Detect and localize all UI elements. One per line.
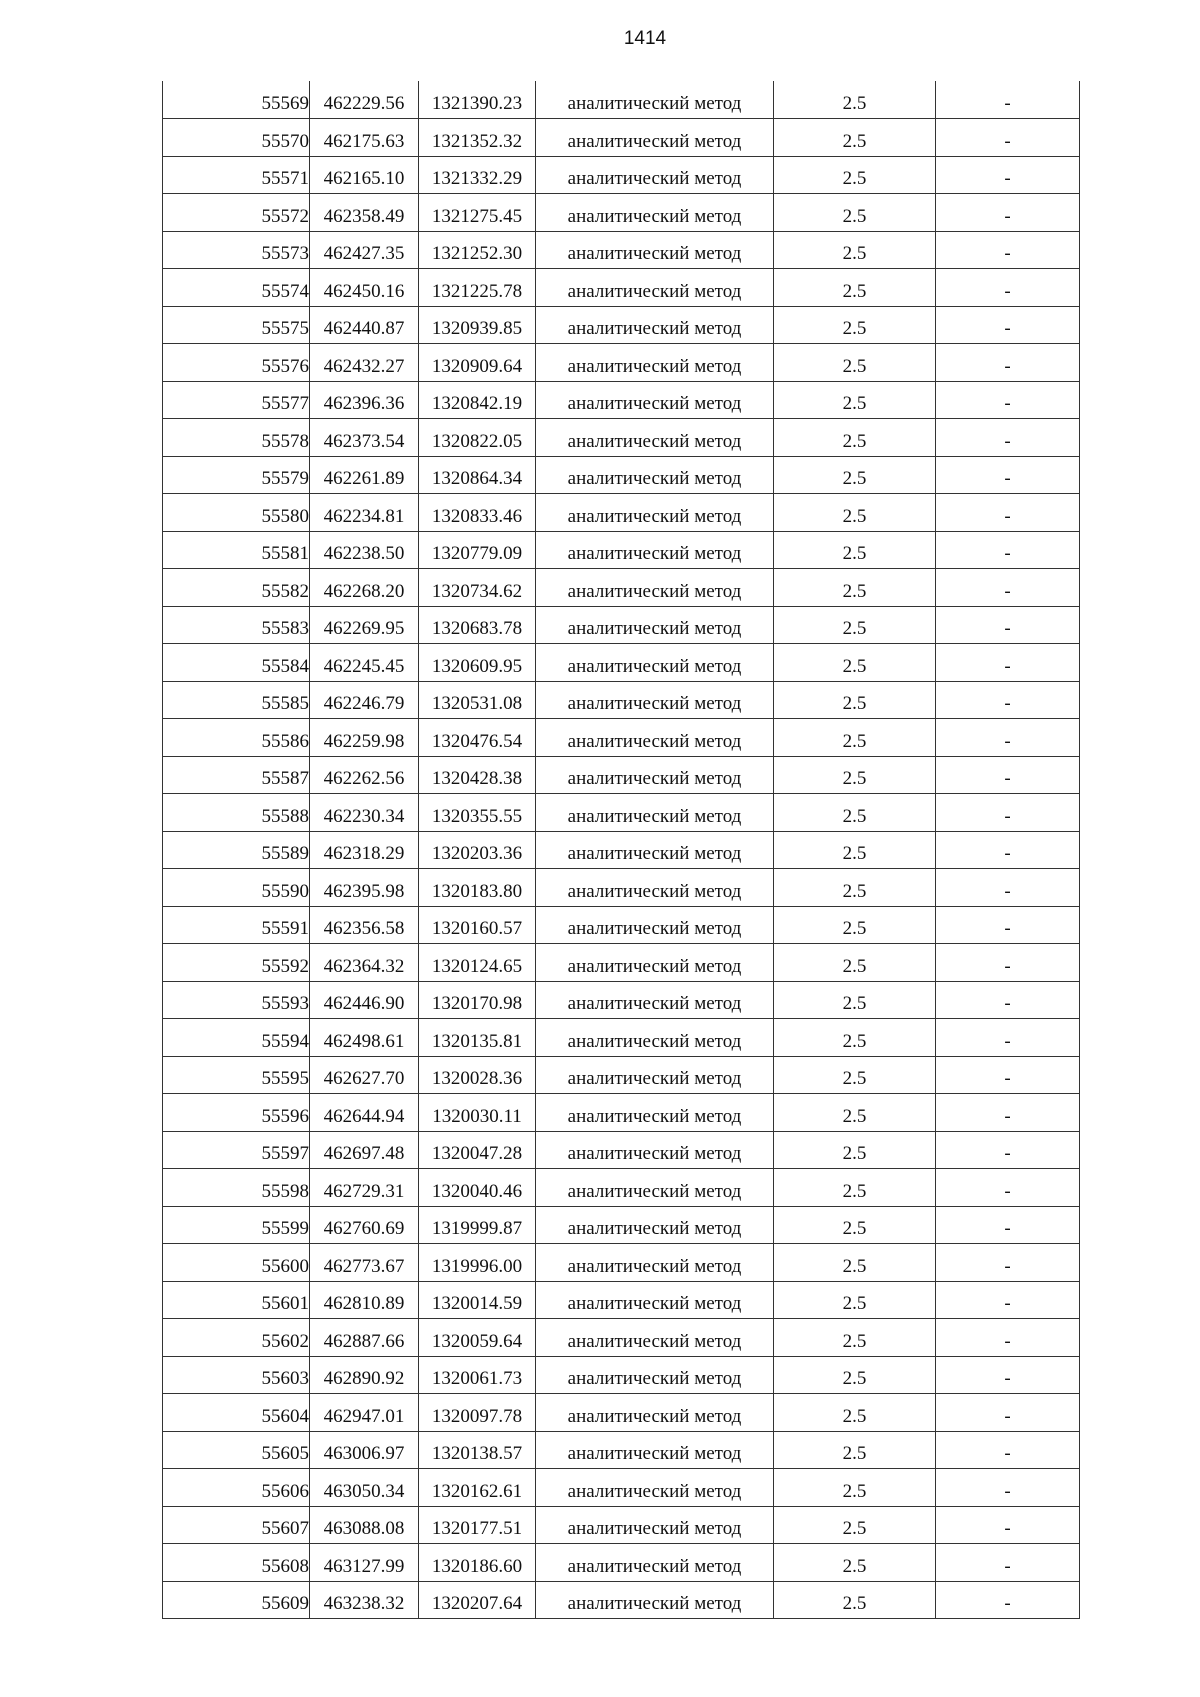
- accuracy-cell: 2.5: [774, 306, 936, 344]
- method-cell: аналитический метод: [536, 569, 774, 607]
- x-coordinate-cell: 462440.87: [310, 306, 419, 344]
- x-coordinate-cell: 462396.36: [310, 381, 419, 419]
- y-coordinate-cell: 1320428.38: [419, 756, 536, 794]
- x-coordinate-cell: 462358.49: [310, 194, 419, 232]
- table-row: [163, 531, 1080, 569]
- x-coordinate-cell: 463088.08: [310, 1506, 419, 1544]
- y-coordinate-cell: 1320609.95: [419, 644, 536, 682]
- point-number-cell: 55600: [163, 1244, 310, 1282]
- method-cell: аналитический метод: [536, 756, 774, 794]
- y-coordinate-cell: 1320842.19: [419, 381, 536, 419]
- method-cell: аналитический метод: [536, 156, 774, 194]
- method-cell: аналитический метод: [536, 306, 774, 344]
- table-row: [163, 906, 1080, 944]
- method-cell: аналитический метод: [536, 419, 774, 457]
- point-number-cell: 55585: [163, 681, 310, 719]
- point-number-cell: 55581: [163, 531, 310, 569]
- method-cell: аналитический метод: [536, 1431, 774, 1469]
- method-cell: аналитический метод: [536, 1056, 774, 1094]
- method-cell: аналитический метод: [536, 344, 774, 382]
- accuracy-cell: 2.5: [774, 231, 936, 269]
- x-coordinate-cell: 463238.32: [310, 1581, 419, 1619]
- note-cell: -: [936, 606, 1080, 644]
- note-cell: -: [936, 1131, 1080, 1169]
- y-coordinate-cell: 1320203.36: [419, 831, 536, 869]
- note-cell: -: [936, 681, 1080, 719]
- method-cell: аналитический метод: [536, 269, 774, 307]
- note-cell: -: [936, 1544, 1080, 1582]
- y-coordinate-cell: 1320040.46: [419, 1169, 536, 1207]
- table-row: [163, 344, 1080, 382]
- x-coordinate-cell: 462261.89: [310, 456, 419, 494]
- accuracy-cell: 2.5: [774, 681, 936, 719]
- x-coordinate-cell: 462356.58: [310, 906, 419, 944]
- method-cell: аналитический метод: [536, 1544, 774, 1582]
- method-cell: аналитический метод: [536, 719, 774, 757]
- y-coordinate-cell: 1321352.32: [419, 119, 536, 157]
- point-number-cell: 55587: [163, 756, 310, 794]
- y-coordinate-cell: 1320028.36: [419, 1056, 536, 1094]
- y-coordinate-cell: 1320207.64: [419, 1581, 536, 1619]
- table-row: [163, 1281, 1080, 1319]
- x-coordinate-cell: 462229.56: [310, 81, 419, 119]
- y-coordinate-cell: 1320014.59: [419, 1281, 536, 1319]
- x-coordinate-cell: 462760.69: [310, 1206, 419, 1244]
- accuracy-cell: 2.5: [774, 1394, 936, 1432]
- method-cell: аналитический метод: [536, 1319, 774, 1357]
- method-cell: аналитический метод: [536, 1094, 774, 1132]
- accuracy-cell: 2.5: [774, 1131, 936, 1169]
- method-cell: аналитический метод: [536, 1244, 774, 1282]
- point-number-cell: 55597: [163, 1131, 310, 1169]
- point-number-cell: 55576: [163, 344, 310, 382]
- y-coordinate-cell: 1320170.98: [419, 981, 536, 1019]
- note-cell: -: [936, 306, 1080, 344]
- accuracy-cell: 2.5: [774, 1356, 936, 1394]
- x-coordinate-cell: 462175.63: [310, 119, 419, 157]
- accuracy-cell: 2.5: [774, 269, 936, 307]
- note-cell: -: [936, 344, 1080, 382]
- y-coordinate-cell: 1320047.28: [419, 1131, 536, 1169]
- point-number-cell: 55598: [163, 1169, 310, 1207]
- y-coordinate-cell: 1320059.64: [419, 1319, 536, 1357]
- note-cell: -: [936, 644, 1080, 682]
- accuracy-cell: 2.5: [774, 1019, 936, 1057]
- accuracy-cell: 2.5: [774, 194, 936, 232]
- table-body: [163, 81, 1080, 1619]
- note-cell: -: [936, 1394, 1080, 1432]
- method-cell: аналитический метод: [536, 1206, 774, 1244]
- method-cell: аналитический метод: [536, 1469, 774, 1507]
- table-row: [163, 419, 1080, 457]
- point-number-cell: 55595: [163, 1056, 310, 1094]
- y-coordinate-cell: 1319999.87: [419, 1206, 536, 1244]
- point-number-cell: 55588: [163, 794, 310, 832]
- table-row: [163, 269, 1080, 307]
- accuracy-cell: 2.5: [774, 794, 936, 832]
- method-cell: аналитический метод: [536, 231, 774, 269]
- table-row: [163, 119, 1080, 157]
- note-cell: -: [936, 81, 1080, 119]
- method-cell: аналитический метод: [536, 1281, 774, 1319]
- method-cell: аналитический метод: [536, 1169, 774, 1207]
- point-number-cell: 55575: [163, 306, 310, 344]
- accuracy-cell: 2.5: [774, 719, 936, 757]
- method-cell: аналитический метод: [536, 1394, 774, 1432]
- point-number-cell: 55580: [163, 494, 310, 532]
- table-row: [163, 494, 1080, 532]
- y-coordinate-cell: 1320939.85: [419, 306, 536, 344]
- point-number-cell: 55569: [163, 81, 310, 119]
- accuracy-cell: 2.5: [774, 494, 936, 532]
- table-row: [163, 81, 1080, 119]
- note-cell: -: [936, 1281, 1080, 1319]
- x-coordinate-cell: 462446.90: [310, 981, 419, 1019]
- note-cell: -: [936, 269, 1080, 307]
- table-row: [163, 456, 1080, 494]
- x-coordinate-cell: 462234.81: [310, 494, 419, 532]
- method-cell: аналитический метод: [536, 906, 774, 944]
- x-coordinate-cell: 462773.67: [310, 1244, 419, 1282]
- table-row: [163, 1581, 1080, 1619]
- note-cell: -: [936, 1319, 1080, 1357]
- x-coordinate-cell: 462890.92: [310, 1356, 419, 1394]
- note-cell: -: [936, 794, 1080, 832]
- table-row: [163, 569, 1080, 607]
- point-number-cell: 55609: [163, 1581, 310, 1619]
- note-cell: -: [936, 1056, 1080, 1094]
- x-coordinate-cell: 462627.70: [310, 1056, 419, 1094]
- point-number-cell: 55602: [163, 1319, 310, 1357]
- table-row: [163, 1319, 1080, 1357]
- accuracy-cell: 2.5: [774, 1581, 936, 1619]
- y-coordinate-cell: 1320531.08: [419, 681, 536, 719]
- point-number-cell: 55606: [163, 1469, 310, 1507]
- method-cell: аналитический метод: [536, 869, 774, 907]
- table-row: [163, 1544, 1080, 1582]
- y-coordinate-cell: 1320030.11: [419, 1094, 536, 1132]
- table-row: [163, 1469, 1080, 1507]
- note-cell: -: [936, 1581, 1080, 1619]
- note-cell: -: [936, 1094, 1080, 1132]
- note-cell: -: [936, 456, 1080, 494]
- method-cell: аналитический метод: [536, 831, 774, 869]
- note-cell: -: [936, 1356, 1080, 1394]
- table-row: [163, 1056, 1080, 1094]
- point-number-cell: 55582: [163, 569, 310, 607]
- y-coordinate-cell: 1321390.23: [419, 81, 536, 119]
- table-row: [163, 1094, 1080, 1132]
- point-number-cell: 55577: [163, 381, 310, 419]
- y-coordinate-cell: 1320160.57: [419, 906, 536, 944]
- accuracy-cell: 2.5: [774, 419, 936, 457]
- note-cell: -: [936, 531, 1080, 569]
- accuracy-cell: 2.5: [774, 81, 936, 119]
- note-cell: -: [936, 1469, 1080, 1507]
- y-coordinate-cell: 1320779.09: [419, 531, 536, 569]
- y-coordinate-cell: 1320186.60: [419, 1544, 536, 1582]
- table-row: [163, 831, 1080, 869]
- method-cell: аналитический метод: [536, 644, 774, 682]
- y-coordinate-cell: 1320135.81: [419, 1019, 536, 1057]
- point-number-cell: 55590: [163, 869, 310, 907]
- x-coordinate-cell: 462644.94: [310, 1094, 419, 1132]
- point-number-cell: 55571: [163, 156, 310, 194]
- accuracy-cell: 2.5: [774, 906, 936, 944]
- accuracy-cell: 2.5: [774, 1319, 936, 1357]
- note-cell: -: [936, 194, 1080, 232]
- point-number-cell: 55578: [163, 419, 310, 457]
- method-cell: аналитический метод: [536, 119, 774, 157]
- y-coordinate-cell: 1320124.65: [419, 944, 536, 982]
- accuracy-cell: 2.5: [774, 381, 936, 419]
- accuracy-cell: 2.5: [774, 1169, 936, 1207]
- method-cell: аналитический метод: [536, 1356, 774, 1394]
- table-row: [163, 981, 1080, 1019]
- x-coordinate-cell: 462165.10: [310, 156, 419, 194]
- note-cell: -: [936, 1244, 1080, 1282]
- y-coordinate-cell: 1320734.62: [419, 569, 536, 607]
- point-number-cell: 55584: [163, 644, 310, 682]
- table-row: [163, 869, 1080, 907]
- table-row: [163, 944, 1080, 982]
- note-cell: -: [936, 1431, 1080, 1469]
- point-number-cell: 55586: [163, 719, 310, 757]
- table-row: [163, 719, 1080, 757]
- point-number-cell: 55603: [163, 1356, 310, 1394]
- point-number-cell: 55594: [163, 1019, 310, 1057]
- table-row: [163, 231, 1080, 269]
- accuracy-cell: 2.5: [774, 569, 936, 607]
- accuracy-cell: 2.5: [774, 944, 936, 982]
- table-row: [163, 156, 1080, 194]
- method-cell: аналитический метод: [536, 456, 774, 494]
- note-cell: -: [936, 1206, 1080, 1244]
- note-cell: -: [936, 156, 1080, 194]
- note-cell: -: [936, 906, 1080, 944]
- accuracy-cell: 2.5: [774, 156, 936, 194]
- point-number-cell: 55583: [163, 606, 310, 644]
- accuracy-cell: 2.5: [774, 981, 936, 1019]
- y-coordinate-cell: 1320822.05: [419, 419, 536, 457]
- method-cell: аналитический метод: [536, 494, 774, 532]
- method-cell: аналитический метод: [536, 531, 774, 569]
- x-coordinate-cell: 462230.34: [310, 794, 419, 832]
- point-number-cell: 55591: [163, 906, 310, 944]
- table-row: [163, 1431, 1080, 1469]
- accuracy-cell: 2.5: [774, 344, 936, 382]
- note-cell: -: [936, 419, 1080, 457]
- accuracy-cell: 2.5: [774, 1431, 936, 1469]
- method-cell: аналитический метод: [536, 1131, 774, 1169]
- x-coordinate-cell: 462498.61: [310, 1019, 419, 1057]
- x-coordinate-cell: 462318.29: [310, 831, 419, 869]
- y-coordinate-cell: 1320183.80: [419, 869, 536, 907]
- method-cell: аналитический метод: [536, 606, 774, 644]
- table-row: [163, 381, 1080, 419]
- accuracy-cell: 2.5: [774, 1281, 936, 1319]
- point-number-cell: 55608: [163, 1544, 310, 1582]
- note-cell: -: [936, 119, 1080, 157]
- accuracy-cell: 2.5: [774, 119, 936, 157]
- method-cell: аналитический метод: [536, 1581, 774, 1619]
- point-number-cell: 55607: [163, 1506, 310, 1544]
- x-coordinate-cell: 462364.32: [310, 944, 419, 982]
- point-number-cell: 55605: [163, 1431, 310, 1469]
- x-coordinate-cell: 462697.48: [310, 1131, 419, 1169]
- y-coordinate-cell: 1320061.73: [419, 1356, 536, 1394]
- method-cell: аналитический метод: [536, 1019, 774, 1057]
- page-number: 1414: [623, 28, 667, 49]
- note-cell: -: [936, 1506, 1080, 1544]
- accuracy-cell: 2.5: [774, 606, 936, 644]
- point-number-cell: 55592: [163, 944, 310, 982]
- table-row: [163, 794, 1080, 832]
- accuracy-cell: 2.5: [774, 1094, 936, 1132]
- point-number-cell: 55604: [163, 1394, 310, 1432]
- point-number-cell: 55574: [163, 269, 310, 307]
- point-number-cell: 55570: [163, 119, 310, 157]
- x-coordinate-cell: 462259.98: [310, 719, 419, 757]
- coordinates-table: [162, 81, 1080, 1619]
- table-row: [163, 606, 1080, 644]
- accuracy-cell: 2.5: [774, 1244, 936, 1282]
- note-cell: -: [936, 231, 1080, 269]
- x-coordinate-cell: 462729.31: [310, 1169, 419, 1207]
- x-coordinate-cell: 462262.56: [310, 756, 419, 794]
- y-coordinate-cell: 1321275.45: [419, 194, 536, 232]
- accuracy-cell: 2.5: [774, 869, 936, 907]
- y-coordinate-cell: 1320909.64: [419, 344, 536, 382]
- x-coordinate-cell: 462427.35: [310, 231, 419, 269]
- accuracy-cell: 2.5: [774, 831, 936, 869]
- y-coordinate-cell: 1321225.78: [419, 269, 536, 307]
- x-coordinate-cell: 463127.99: [310, 1544, 419, 1582]
- table-row: [163, 681, 1080, 719]
- note-cell: -: [936, 494, 1080, 532]
- method-cell: аналитический метод: [536, 1506, 774, 1544]
- accuracy-cell: 2.5: [774, 644, 936, 682]
- accuracy-cell: 2.5: [774, 1506, 936, 1544]
- accuracy-cell: 2.5: [774, 1469, 936, 1507]
- y-coordinate-cell: 1320833.46: [419, 494, 536, 532]
- accuracy-cell: 2.5: [774, 1206, 936, 1244]
- y-coordinate-cell: 1320138.57: [419, 1431, 536, 1469]
- method-cell: аналитический метод: [536, 194, 774, 232]
- table-row: [163, 1169, 1080, 1207]
- point-number-cell: 55596: [163, 1094, 310, 1132]
- x-coordinate-cell: 463050.34: [310, 1469, 419, 1507]
- note-cell: -: [936, 981, 1080, 1019]
- accuracy-cell: 2.5: [774, 456, 936, 494]
- table-row: [163, 1506, 1080, 1544]
- note-cell: -: [936, 944, 1080, 982]
- note-cell: -: [936, 831, 1080, 869]
- x-coordinate-cell: 462395.98: [310, 869, 419, 907]
- note-cell: -: [936, 1169, 1080, 1207]
- y-coordinate-cell: 1320162.61: [419, 1469, 536, 1507]
- accuracy-cell: 2.5: [774, 531, 936, 569]
- method-cell: аналитический метод: [536, 681, 774, 719]
- method-cell: аналитический метод: [536, 944, 774, 982]
- y-coordinate-cell: 1320097.78: [419, 1394, 536, 1432]
- accuracy-cell: 2.5: [774, 756, 936, 794]
- point-number-cell: 55601: [163, 1281, 310, 1319]
- table-row: [163, 1206, 1080, 1244]
- x-coordinate-cell: 462246.79: [310, 681, 419, 719]
- method-cell: аналитический метод: [536, 81, 774, 119]
- table-row: [163, 644, 1080, 682]
- y-coordinate-cell: 1321252.30: [419, 231, 536, 269]
- x-coordinate-cell: 463006.97: [310, 1431, 419, 1469]
- x-coordinate-cell: 462238.50: [310, 531, 419, 569]
- table-row: [163, 194, 1080, 232]
- point-number-cell: 55599: [163, 1206, 310, 1244]
- method-cell: аналитический метод: [536, 794, 774, 832]
- table-row: [163, 1394, 1080, 1432]
- note-cell: -: [936, 756, 1080, 794]
- accuracy-cell: 2.5: [774, 1056, 936, 1094]
- note-cell: -: [936, 719, 1080, 757]
- method-cell: аналитический метод: [536, 981, 774, 1019]
- table-row: [163, 1019, 1080, 1057]
- y-coordinate-cell: 1319996.00: [419, 1244, 536, 1282]
- x-coordinate-cell: 462947.01: [310, 1394, 419, 1432]
- x-coordinate-cell: 462373.54: [310, 419, 419, 457]
- method-cell: аналитический метод: [536, 381, 774, 419]
- x-coordinate-cell: 462432.27: [310, 344, 419, 382]
- note-cell: -: [936, 381, 1080, 419]
- point-number-cell: 55573: [163, 231, 310, 269]
- point-number-cell: 55593: [163, 981, 310, 1019]
- x-coordinate-cell: 462268.20: [310, 569, 419, 607]
- accuracy-cell: 2.5: [774, 1544, 936, 1582]
- note-cell: -: [936, 1019, 1080, 1057]
- x-coordinate-cell: 462887.66: [310, 1319, 419, 1357]
- x-coordinate-cell: 462450.16: [310, 269, 419, 307]
- table-row: [163, 1131, 1080, 1169]
- table-row: [163, 1356, 1080, 1394]
- y-coordinate-cell: 1320476.54: [419, 719, 536, 757]
- note-cell: -: [936, 869, 1080, 907]
- point-number-cell: 55579: [163, 456, 310, 494]
- y-coordinate-cell: 1320864.34: [419, 456, 536, 494]
- table-row: [163, 1244, 1080, 1282]
- x-coordinate-cell: 462810.89: [310, 1281, 419, 1319]
- y-coordinate-cell: 1320683.78: [419, 606, 536, 644]
- y-coordinate-cell: 1320177.51: [419, 1506, 536, 1544]
- table-row: [163, 756, 1080, 794]
- point-number-cell: 55572: [163, 194, 310, 232]
- table-row: [163, 306, 1080, 344]
- y-coordinate-cell: 1321332.29: [419, 156, 536, 194]
- point-number-cell: 55589: [163, 831, 310, 869]
- note-cell: -: [936, 569, 1080, 607]
- y-coordinate-cell: 1320355.55: [419, 794, 536, 832]
- x-coordinate-cell: 462269.95: [310, 606, 419, 644]
- x-coordinate-cell: 462245.45: [310, 644, 419, 682]
